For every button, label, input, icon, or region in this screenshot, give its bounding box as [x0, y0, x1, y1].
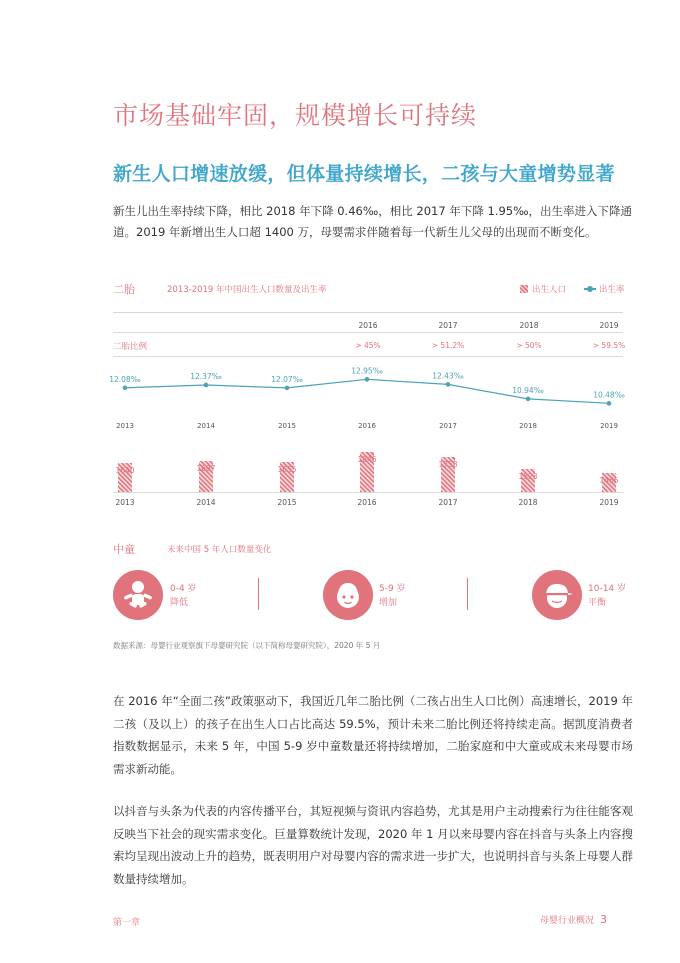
ratio-row-label: 二胎比例 — [113, 342, 148, 352]
divider — [113, 332, 623, 333]
birth-rate-label: 10.94‰ — [512, 385, 544, 395]
birth-rate-label: 12.43‰ — [432, 371, 464, 381]
birth-rate-line-chart — [109, 366, 633, 432]
footer-section-title: 母婴行业概况 — [540, 916, 595, 926]
line-chart-year-label: 2019 — [600, 422, 618, 430]
legend-rate — [584, 283, 625, 295]
ratio-value-2017: > 51.2% — [431, 341, 465, 350]
bar-chart-year-label: 2019 — [599, 498, 619, 507]
bar-chart-year-label: 2016 — [357, 498, 377, 507]
body-paragraph-2: 在 2016 年“全面二孩”政策驱动下，我国近几年二胎比例（二孩占出生人口比例）高速增长，2019 年二孩（及以上）的孩子在出生人口占比高达 59.5%，预计未来二胎比例还将持续走高。据凯度消费者指数数据显示，未来 5 年，中国 5-9 岁中童数量还将持续增加，二胎家庭和中大童或成未来母婴市场需求新动能。 — [113, 694, 633, 776]
footer-section — [540, 913, 607, 926]
birth-rate-label: 12.95‰ — [351, 366, 383, 376]
chart-title: 2013-2019 年中国出生人口数量及出生率 — [167, 285, 327, 295]
births-bar-label: 1655 — [277, 465, 297, 475]
legend-births — [520, 283, 566, 295]
line-chart-year-label: 2018 — [519, 422, 537, 430]
ratio-year-2019: 2019 — [599, 321, 619, 330]
group-separator — [467, 578, 468, 610]
birth-rate-point — [607, 401, 612, 406]
bar-chart-year-label: 2014 — [196, 498, 216, 507]
section-label-second-child: 二胎 — [113, 283, 135, 296]
teen-with-cap-icon — [532, 570, 582, 620]
birth-rate-point — [123, 385, 128, 390]
bar-chart-year-label: 2013 — [115, 498, 135, 507]
birth-rate-point — [285, 386, 290, 391]
group-trend-0-4: 降低 — [170, 598, 189, 608]
group-age-0-4: 0-4 岁 — [170, 584, 197, 594]
legend-rate-swatch — [584, 288, 596, 290]
ratio-value-2019: > 59.5% — [592, 341, 626, 350]
group-age-10-14: 10-14 岁 — [588, 584, 627, 594]
births-bar-label: 1465 — [599, 475, 619, 485]
bar-chart-year-label: 2017 — [438, 498, 458, 507]
legend-births-swatch — [520, 285, 528, 293]
births-bar-label: 1640 — [115, 466, 135, 476]
group-age-5-9: 5-9 岁 — [379, 584, 406, 594]
births-bar-label: 1523 — [518, 472, 538, 482]
birth-rate-label: 12.37‰ — [190, 371, 222, 381]
births-bar-label: 1846 — [357, 455, 377, 464]
footer-chapter: 第一章 — [113, 918, 141, 928]
page-subtitle: 新生人口增速放缓，但体量持续增长，二孩与大童增势显著 — [113, 163, 615, 185]
group-trend-5-9: 增加 — [379, 598, 398, 608]
births-bar-chart — [113, 436, 633, 512]
body-paragraph-3: 以抖音与头条为代表的内容传播平台，其短视频与资讯内容趋势，尤其是用户主动搜索行为往往能客观反映当下社会的现实需求变化。巨量算数统计发现，2020 年 1 月以来母婴内容在抖音与头条上内容搜索均呈现出波动上升的趋势，既表明用户对母婴内容的需求进一步扩大，也说明抖音与头条上母婴人群数量持续增加。 — [113, 804, 633, 886]
bar-chart-axis — [113, 492, 623, 493]
birth-rate-point — [526, 397, 531, 402]
legend-rate-label: 出生率 — [599, 285, 625, 295]
ratio-year-2018: 2018 — [519, 321, 539, 330]
line-chart-year-label: 2013 — [116, 422, 134, 430]
divider — [113, 312, 623, 313]
births-bar-label: 1687 — [196, 463, 216, 473]
intro-paragraph: 新生儿出生率持续下降，相比 2018 年下降 0.46‰，相比 2017 年下降 1.95‰，出生率进入下降通道。2019 年新增出生人口超 1400 万，母婴需求伴随着每一代新生儿父母的出现而不断变化。 — [113, 204, 633, 239]
page-number: 3 — [600, 913, 608, 926]
births-bar-label: 1758 — [438, 459, 458, 469]
birth-rate-label: 12.07‰ — [271, 374, 303, 384]
bar-chart-year-label: 2018 — [518, 498, 538, 507]
divider — [113, 356, 623, 357]
section-label-mid-child: 中童 — [113, 543, 135, 556]
birth-rate-point — [365, 377, 370, 382]
birth-rate-point — [446, 382, 451, 387]
line-chart-year-label: 2017 — [439, 422, 457, 430]
ratio-value-2018: > 50% — [516, 341, 542, 350]
data-source-note: 数据来源：母婴行业观察旗下母婴研究院（以下简称母婴研究院），2020 年 5 月 — [113, 641, 381, 650]
mid-child-chart-title: 未来中国 5 年人口数量变化 — [167, 545, 272, 555]
legend-births-label: 出生人口 — [532, 285, 567, 295]
ratio-value-2016: > 45% — [355, 341, 381, 350]
line-chart-year-label: 2014 — [197, 422, 215, 430]
birth-rate-label: 12.08‰ — [109, 374, 141, 384]
child-face-icon — [323, 570, 373, 620]
line-chart-year-label: 2016 — [358, 422, 376, 430]
birth-rate-label: 10.48‰ — [593, 390, 625, 400]
group-trend-10-14: 平衡 — [588, 598, 607, 608]
ratio-year-2017: 2017 — [438, 321, 458, 330]
ratio-year-2016: 2016 — [358, 321, 378, 330]
crawling-baby-icon — [113, 570, 163, 620]
birth-rate-point — [204, 383, 209, 388]
bar-chart-year-label: 2015 — [277, 498, 297, 507]
page-title: 市场基础牢固，规模增长可持续 — [113, 101, 478, 130]
line-chart-year-label: 2015 — [278, 422, 296, 430]
group-separator — [258, 578, 259, 610]
